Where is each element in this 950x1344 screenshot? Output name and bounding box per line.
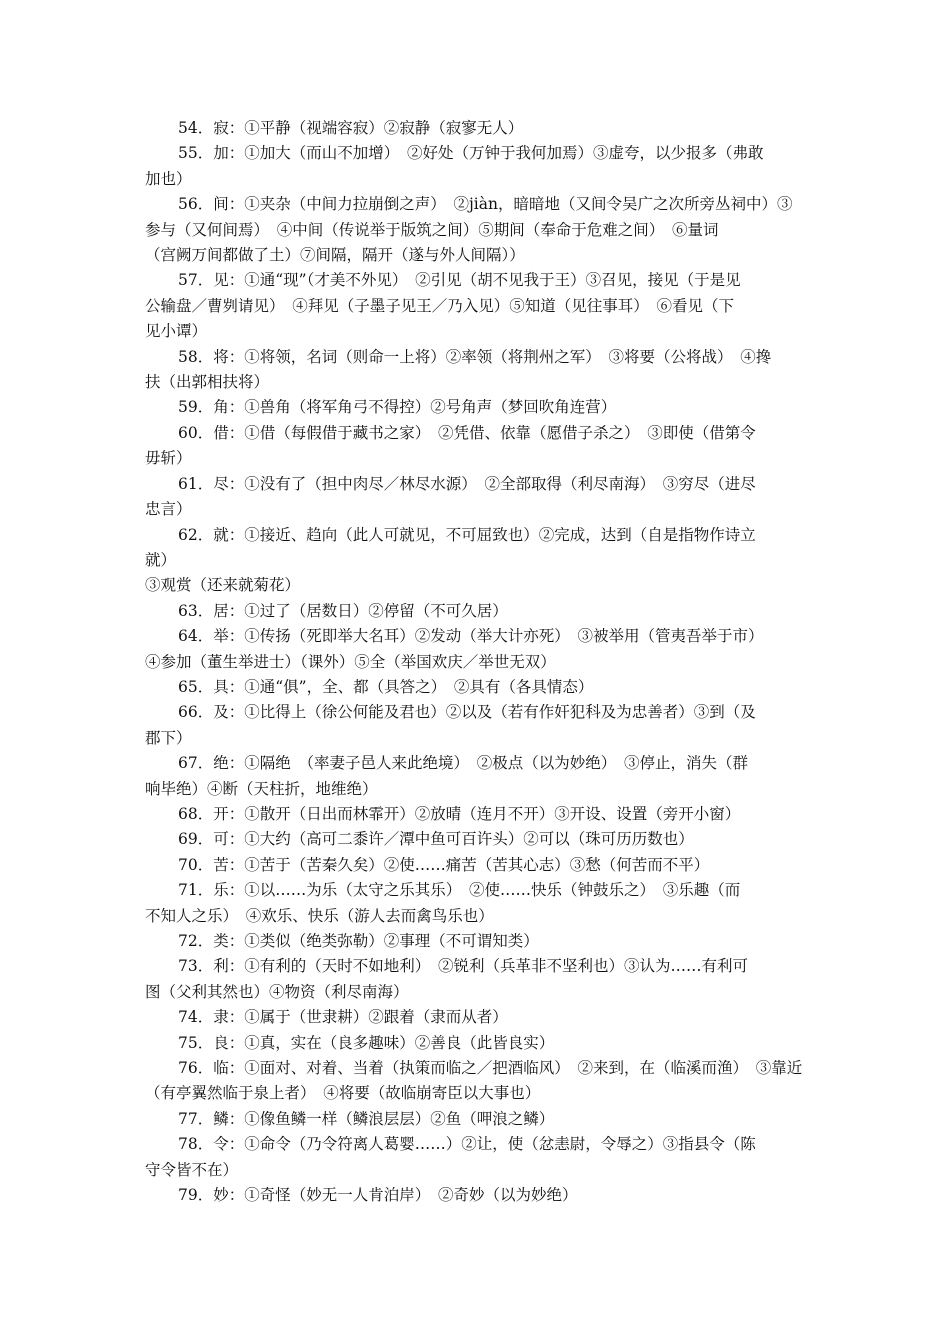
entry-line: 毋斩） <box>145 449 192 468</box>
entry-line: 78．令：①命令（乃令符离人葛婴……）②让，使（忿恚尉，令辱之）③指县令（陈 <box>178 1135 756 1154</box>
vocabulary-entry <box>145 954 810 1005</box>
vocabulary-entry <box>145 700 810 751</box>
entry-line: 62．就：①接近、趋向（此人可就见，不可屈致也）②完成，达到（自是指物作诗立 <box>178 525 756 544</box>
entry-line: 扶（出郭相扶将） <box>145 373 270 392</box>
vocabulary-entry <box>145 802 810 827</box>
vocabulary-entry <box>145 929 810 954</box>
entry-line: 73．利：①有利的（天时不如地利） ②锐利（兵革非不坚利也）③认为……有利可 <box>178 957 748 976</box>
vocabulary-entry <box>145 878 810 929</box>
entry-line: 郡下） <box>145 728 192 747</box>
vocabulary-entry <box>145 853 810 878</box>
entry-line: ④参加（董生举进士）（课外）⑤全（举国欢庆／举世无双） <box>145 652 556 671</box>
vocabulary-entry <box>145 116 810 141</box>
entry-line: 70．苦：①苦于（苦秦久矣）②使……痛苦（苦其心志）③愁（何苦而不平） <box>178 855 710 874</box>
entry-line: 54．寂：①平静（视端容寂）②寂静（寂寥无人） <box>178 119 524 137</box>
entry-line: 见小谭） <box>145 322 208 341</box>
entry-line: 71．乐：①以……为乐（太守之乐其乐） ②使……快乐（钟鼓乐之） ③乐趣（而 <box>178 881 741 900</box>
entry-line: 58．将：①将领，名词（则命一上将）②率领（将荆州之军） ③将要（公将战） ④搀 <box>178 347 772 366</box>
vocabulary-entry <box>145 192 810 268</box>
vocabulary-entry <box>145 395 810 420</box>
entry-line: （有亭翼然临于泉上者） ④将要（故临崩寄臣以大事也） <box>145 1084 541 1103</box>
entry-line: 55．加：①加大（而山不加增） ②好处（万钟于我何加焉）③虚夸，以少报多（弗敢 <box>178 144 764 163</box>
entry-line: 公输盘／曹刿请见） ④拜见（子墨子见王／乃入见）⑤知道（见往事耳） ⑥看见（下 <box>145 296 735 315</box>
entry-line: 66．及：①比得上（徐公何能及君也）②以及（若有作奸犯科及为忠善者）③到（及 <box>178 703 756 722</box>
entry-line: 74．隶：①属于（世隶耕）②跟着（隶而从者） <box>178 1008 508 1027</box>
vocabulary-entry <box>145 421 810 472</box>
vocabulary-entry <box>145 624 810 675</box>
entry-line: ③观赏（还来就菊花） <box>145 576 301 595</box>
entry-line: 守令皆不在） <box>145 1160 239 1179</box>
vocabulary-entry <box>145 1031 810 1056</box>
entry-line: 忠言） <box>145 500 192 519</box>
entry-line: 就） <box>145 550 177 569</box>
entry-line: 57．见：①通“现”（才美不外见） ②引见（胡不见我于王）③召见，接见（于是见 <box>178 271 741 290</box>
entry-line: 加也） <box>145 169 192 188</box>
entry-line: 77．鳞：①像鱼鳞一样（鳞浪层层）②鱼（呷浪之鳞） <box>178 1109 555 1128</box>
entry-line: 75．良：①真，实在（良多趣味）②善良（此皆良实） <box>178 1033 555 1052</box>
entry-line: 64．举：①传扬（死即举大名耳）②发动（举大计亦死） ③被举用（管夷吾举于市） <box>178 627 764 646</box>
entry-line: 60．借：①借（每假借于藏书之家） ②凭借、依靠（愿借子杀之） ③即使（借第令 <box>178 423 756 442</box>
vocabulary-entry <box>145 751 810 802</box>
vocabulary-entry <box>145 827 810 852</box>
vocabulary-entry <box>145 1107 810 1132</box>
entry-line: 参与（又何间焉） ④中间（传说举于版筑之间）⑤期间（奉命于危难之间） ⑥量词 <box>145 220 719 239</box>
entry-line: 63．居：①过了（居数日）②停留（不可久居） <box>178 601 508 620</box>
vocabulary-entry <box>145 141 810 192</box>
entry-line: 67．绝：①隔绝 （率妻子邑人来此绝境） ②极点（以为妙绝） ③停止，消失（群 <box>178 754 748 773</box>
vocabulary-entry <box>145 472 810 523</box>
entry-line: 不知人之乐） ④欢乐、快乐（游人去而禽鸟乐也） <box>145 906 494 925</box>
vocabulary-entry <box>145 599 810 624</box>
entry-line: 61．尽：①没有了（担中肉尽／林尽水源） ②全部取得（利尽南海） ③穷尽（进尽 <box>178 474 756 493</box>
entry-line: 69．可：①大约（高可二黍许／潭中鱼可百许头）②可以（珠可历历数也） <box>178 830 694 849</box>
vocabulary-entry <box>145 1132 810 1183</box>
entry-line: 59．角：①兽角（将军角弓不得控）②号角声（梦回吹角连营） <box>178 398 617 417</box>
vocabulary-entry <box>145 675 810 700</box>
entry-line: （宫阙万间都做了土）⑦间隔，隔开（遂与外人间隔）） <box>145 246 525 265</box>
entry-line: 响毕绝）④断（天柱折，地维绝） <box>145 779 378 798</box>
entry-line: 76．临：①面对、对着、当着（执策而临之／把酒临风） ②来到，在（临溪而渔） ③靠近 <box>178 1059 803 1078</box>
vocabulary-entry <box>145 523 810 599</box>
vocabulary-entry <box>145 1005 810 1030</box>
vocabulary-entry <box>145 1183 810 1208</box>
entry-line: 68．开：①散开（日出而林霏开）②放晴（连月不开）③开设、设置（旁开小窗） <box>178 804 741 823</box>
entry-line: 79．妙：①奇怪（妙无一人肯泊岸） ②奇妙（以为妙绝） <box>178 1186 578 1205</box>
vocabulary-entry <box>145 345 810 396</box>
entry-line: 56．间：①夹杂（中间力拉崩倒之声） ②jiàn，暗暗地（又间令吴广之次所旁丛祠中）③ <box>178 195 793 214</box>
entry-line: 65．具：①通“俱”，全、都（具答之） ②具有（各具情态） <box>178 677 594 696</box>
entry-line: 72．类：①类似（绝类弥勒）②事理（不可谓知类） <box>178 932 539 950</box>
vocabulary-entry <box>145 1056 810 1107</box>
entry-line: 图（父利其然也）④物资（利尽南海） <box>145 982 409 1001</box>
vocabulary-list <box>145 116 810 1208</box>
vocabulary-entry <box>145 268 810 344</box>
